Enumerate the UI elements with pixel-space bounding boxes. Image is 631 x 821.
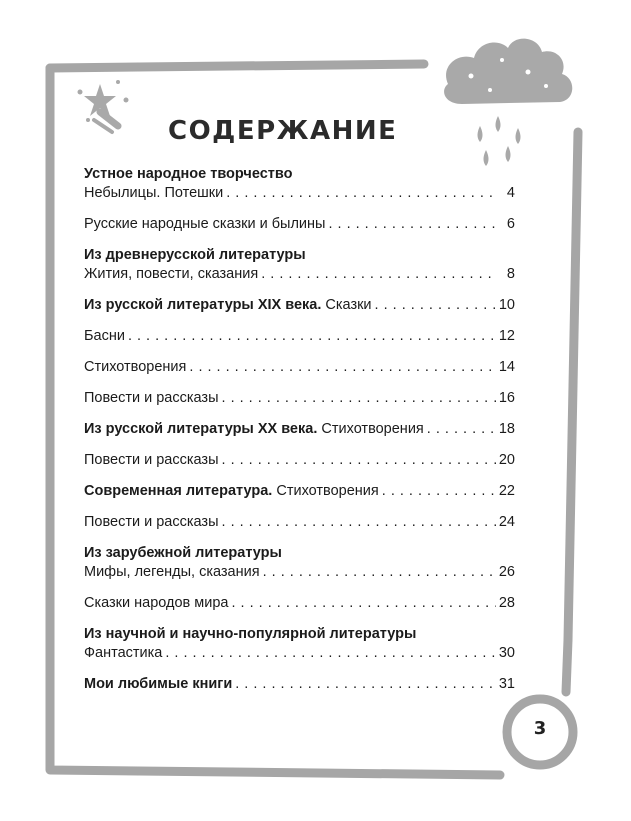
- leader-dots: [427, 420, 496, 439]
- leader-dots: [261, 265, 498, 284]
- page-ref: 8: [506, 266, 515, 282]
- page-ref: 14: [498, 359, 515, 375]
- page-ref: 30: [498, 645, 515, 661]
- leader-dots: [222, 451, 496, 470]
- entry-text: Фантастика: [84, 645, 163, 661]
- entry-text: Повести и рассказы: [84, 452, 219, 468]
- toc-entry[interactable]: [84, 420, 515, 439]
- entry-text: Повести и рассказы: [84, 514, 219, 530]
- page-ref: 31: [498, 676, 515, 692]
- page-ref: 20: [498, 452, 515, 468]
- section-heading: Из древнерусской литературы: [84, 247, 306, 263]
- section-heading: Современная литература.: [84, 483, 273, 499]
- page-ref: 4: [506, 185, 515, 201]
- page-ref: 12: [498, 328, 515, 344]
- leader-dots: [222, 513, 496, 532]
- entry-text: Стихотворения: [321, 421, 424, 437]
- leader-dots: [263, 563, 496, 582]
- toc-entry[interactable]: [84, 594, 515, 613]
- page-ref: 10: [498, 297, 515, 313]
- toc-entry[interactable]: [84, 246, 515, 284]
- entry-text: Русские народные сказки и былины: [84, 216, 326, 232]
- cloud-icon: [444, 39, 572, 104]
- entry-text: Жития, повести, сказания: [84, 266, 259, 282]
- toc-entry[interactable]: [84, 544, 515, 582]
- toc-entry[interactable]: [84, 513, 515, 532]
- page-ref: 6: [506, 216, 515, 232]
- leader-dots: [328, 215, 498, 234]
- toc-entry[interactable]: [84, 296, 515, 315]
- page-ref: 22: [498, 483, 515, 499]
- leader-dots: [128, 327, 496, 346]
- entry-text: Повести и рассказы: [84, 390, 219, 406]
- leader-dots: [382, 482, 496, 501]
- entry-text: Мифы, легенды, сказания: [84, 564, 260, 580]
- section-heading: Из зарубежной литературы: [84, 545, 282, 561]
- section-heading: Мои любимые книги: [84, 676, 233, 692]
- page-ref: 24: [498, 514, 515, 530]
- toc-entry[interactable]: [84, 675, 515, 694]
- toc-entry[interactable]: [84, 389, 515, 408]
- entry-text: Небылицы. Потешки: [84, 185, 224, 201]
- leader-dots: [226, 184, 498, 203]
- toc-entry[interactable]: [84, 482, 515, 501]
- page-ref: 28: [498, 595, 515, 611]
- page-number: 3: [533, 718, 547, 739]
- leader-dots: [375, 296, 496, 315]
- leader-dots: [222, 389, 496, 408]
- section-heading: Из научной и научно-популярной литературы: [84, 626, 417, 642]
- rain-drops-icon: [478, 116, 521, 166]
- section-heading: Из русской литературы XX века.: [84, 421, 318, 437]
- page-title: СОДЕРЖАНИЕ: [168, 116, 398, 146]
- toc-entry[interactable]: [84, 451, 515, 470]
- leader-dots: [235, 675, 496, 694]
- toc-entry[interactable]: [84, 625, 515, 663]
- page-ref: 18: [498, 421, 515, 437]
- entry-text: Стихотворения: [276, 483, 379, 499]
- entry-text: Басни: [84, 328, 125, 344]
- shooting-star-icon: [78, 80, 129, 132]
- entry-text: Сказки: [325, 297, 372, 313]
- leader-dots: [189, 358, 495, 377]
- toc-entry[interactable]: [84, 165, 515, 203]
- page-ref: 16: [498, 390, 515, 406]
- leader-dots: [165, 644, 496, 663]
- entry-text: Сказки народов мира: [84, 595, 229, 611]
- entry-text: Стихотворения: [84, 359, 187, 375]
- section-heading: Устное народное творчество: [84, 166, 293, 182]
- toc-entry[interactable]: [84, 215, 515, 234]
- page-ref: 26: [498, 564, 515, 580]
- section-heading: Из русской литературы XIX века.: [84, 297, 322, 313]
- toc-entry[interactable]: [84, 358, 515, 377]
- toc-entry[interactable]: [84, 327, 515, 346]
- table-of-contents: [84, 165, 515, 694]
- leader-dots: [232, 594, 496, 613]
